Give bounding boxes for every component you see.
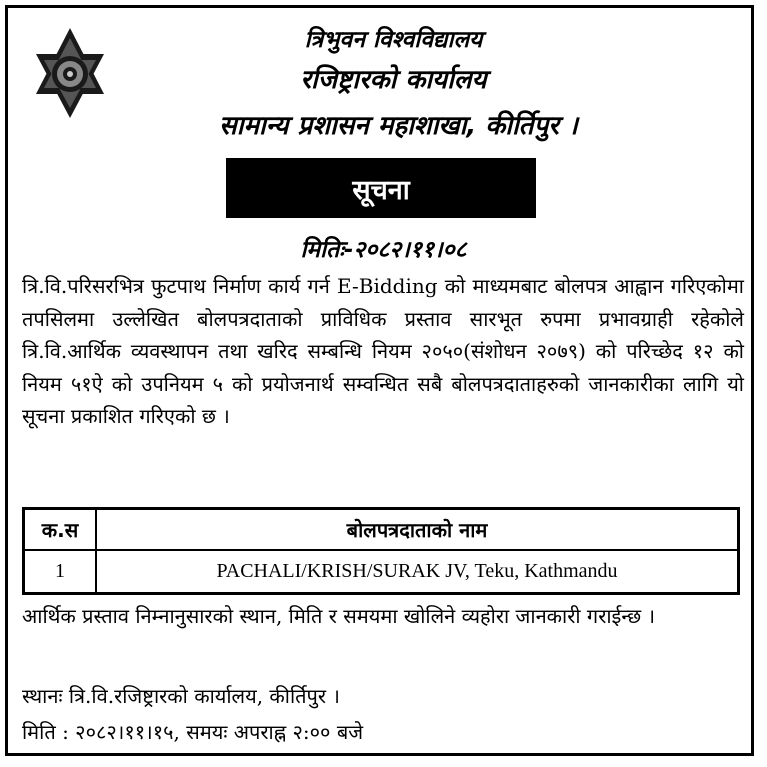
date-time-line: मिति : २०८२।११।१५, समयः अपराह्न २:०० बजे [22, 720, 364, 744]
notice-paragraph-1: त्रि.वि.परिसरभित्र फुटपाथ निर्माण कार्य गर्न E-Bidding को माध्यमबाट बोलपत्र आह्वान गरिएकोमा तपसिलमा उल्लेखित बोलपत्रदाताको प्राविधिक प्रस्ताव सारभूत रुपमा प्रभावग्राही रहेकोले त्रि.वि.आर्थिक व्यवस्थापन तथा खरिद सम्बन्धि नियम २०५०(संशोधन २०७९) को परिच्छेद १२ को नियम ५१ऐ को उपनियम ५ को प्रयोजनार्थ सम्वन्धित सबै बोलपत्रदाताहरुको जानकारीका लागि यो सूचना प्रकाशित गरिएको छ । [22, 274, 744, 428]
header-serial: क.स [25, 510, 97, 549]
division-name: सामान्य प्रशासन महाशाखा, कीर्तिपुर । [219, 111, 578, 141]
row-serial: 1 [25, 551, 97, 592]
venue-line: स्थानः त्रि.वि.रजिष्ट्रारको कार्यालय, कीर्तिपुर । [22, 684, 341, 708]
notice-title-box [226, 158, 536, 218]
office-name: रजिष्ट्रारको कार्यालय [300, 65, 487, 95]
notice-paragraph-2: आर्थिक प्रस्ताव निम्नानुसारको स्थान, मिति र समयमा खोलिने व्यहोरा जानकारी गराईन्छ । [22, 604, 656, 628]
university-name: त्रिभुवन विश्वविद्यालय [304, 27, 483, 53]
table-row [25, 551, 737, 592]
bidder-table [22, 507, 740, 595]
notice-title: सूचना [352, 174, 410, 206]
notice-date: मितिः-२०८२।११।०८ [300, 237, 467, 263]
row-bidder-name: PACHALI/KRISH/SURAK JV, Teku, Kathmandu [216, 560, 618, 582]
header-bidder-name: बोलपत्रदाताको नाम [346, 518, 488, 542]
table-header-row [25, 510, 737, 551]
